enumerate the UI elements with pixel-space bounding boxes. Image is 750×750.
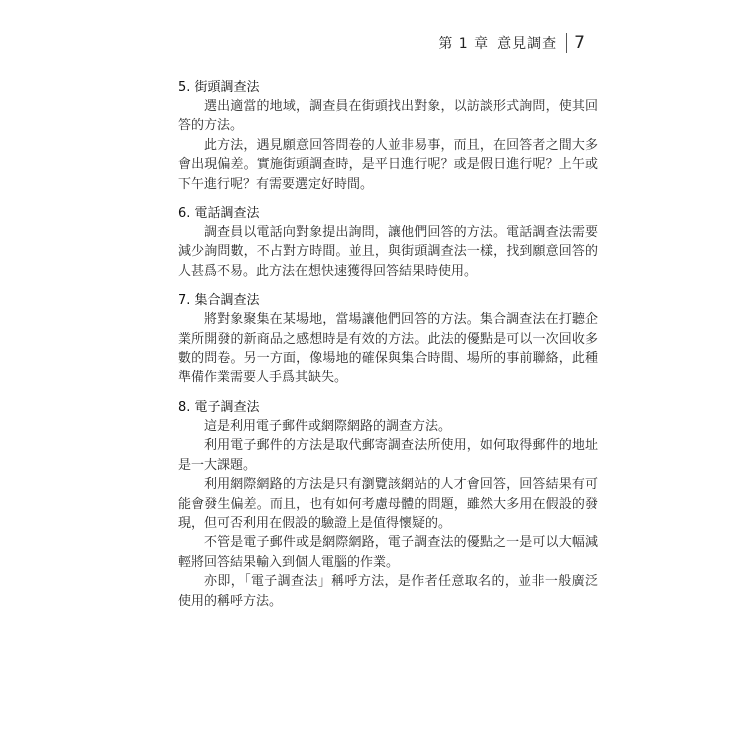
paragraph: 利用網際網路的方法是只有瀏覽該網站的人才會回答，回答結果有可能會發生偏差。而且，也有如何考慮母體的問題，雖然大多用在假設的發現，但可否利用在假設的驗證上是值得懷疑的。 <box>178 477 598 531</box>
paragraph: 亦即，「電子調查法」稱呼方法，是作者任意取名的，並非一般廣泛使用的稱呼方法。 <box>178 574 598 609</box>
paragraph: 這是利用電子郵件或網際網路的調查方法。 <box>204 418 452 434</box>
running-header <box>438 33 585 53</box>
section-heading: 5. 街頭調查法 <box>178 80 260 95</box>
paragraph: 調查員以電話向對象提出詢問，讓他們回答的方法。電話調查法需要減少詢問數，不占對方時間。並且，與街頭調查法一樣，找到願意回答的人甚爲不易。此方法在想快速獲得回答結果時使用。 <box>178 225 598 279</box>
chapter-label: 第 1 章 <box>438 36 490 52</box>
header-divider <box>566 33 567 53</box>
section-heading: 8. 電子調查法 <box>178 399 260 415</box>
paragraph: 不管是電子郵件或是網際網路，電子調查法的優點之一是可以大幅減輕將回答結果輸入到個人電腦的作業。 <box>178 535 598 570</box>
paragraph: 選出適當的地域，調查員在街頭找出對象，以訪談形式詢問，使其回答的方法。 <box>178 99 598 134</box>
section-heading: 7. 集合調查法 <box>178 293 260 309</box>
page-number: 7 <box>574 33 585 53</box>
paragraph: 利用電子郵件的方法是取代郵寄調查法所使用，如何取得郵件的地址是一大課題。 <box>178 438 598 473</box>
chapter-title: 意見調查 <box>497 36 558 52</box>
paragraph: 將對象聚集在某場地，當場讓他們回答的方法。集合調查法在打聽企業所開發的新商品之感想時是有效的方法。此法的優點是可以一次回收多數的問卷。另一方面，像場地的確保與集合時間、場所的事前聯絡，此種準備作業需要人手爲其缺失。 <box>178 312 598 386</box>
section-heading: 6. 電話調查法 <box>178 206 260 222</box>
paragraph: 此方法，遇見願意回答問卷的人並非易事，而且，在回答者之間大多會出現偏差。實施街頭調查時，是平日進行呢？或是假日進行呢？上午或下午進行呢？有需要選定好時間。 <box>178 137 598 192</box>
body-text <box>178 78 598 611</box>
